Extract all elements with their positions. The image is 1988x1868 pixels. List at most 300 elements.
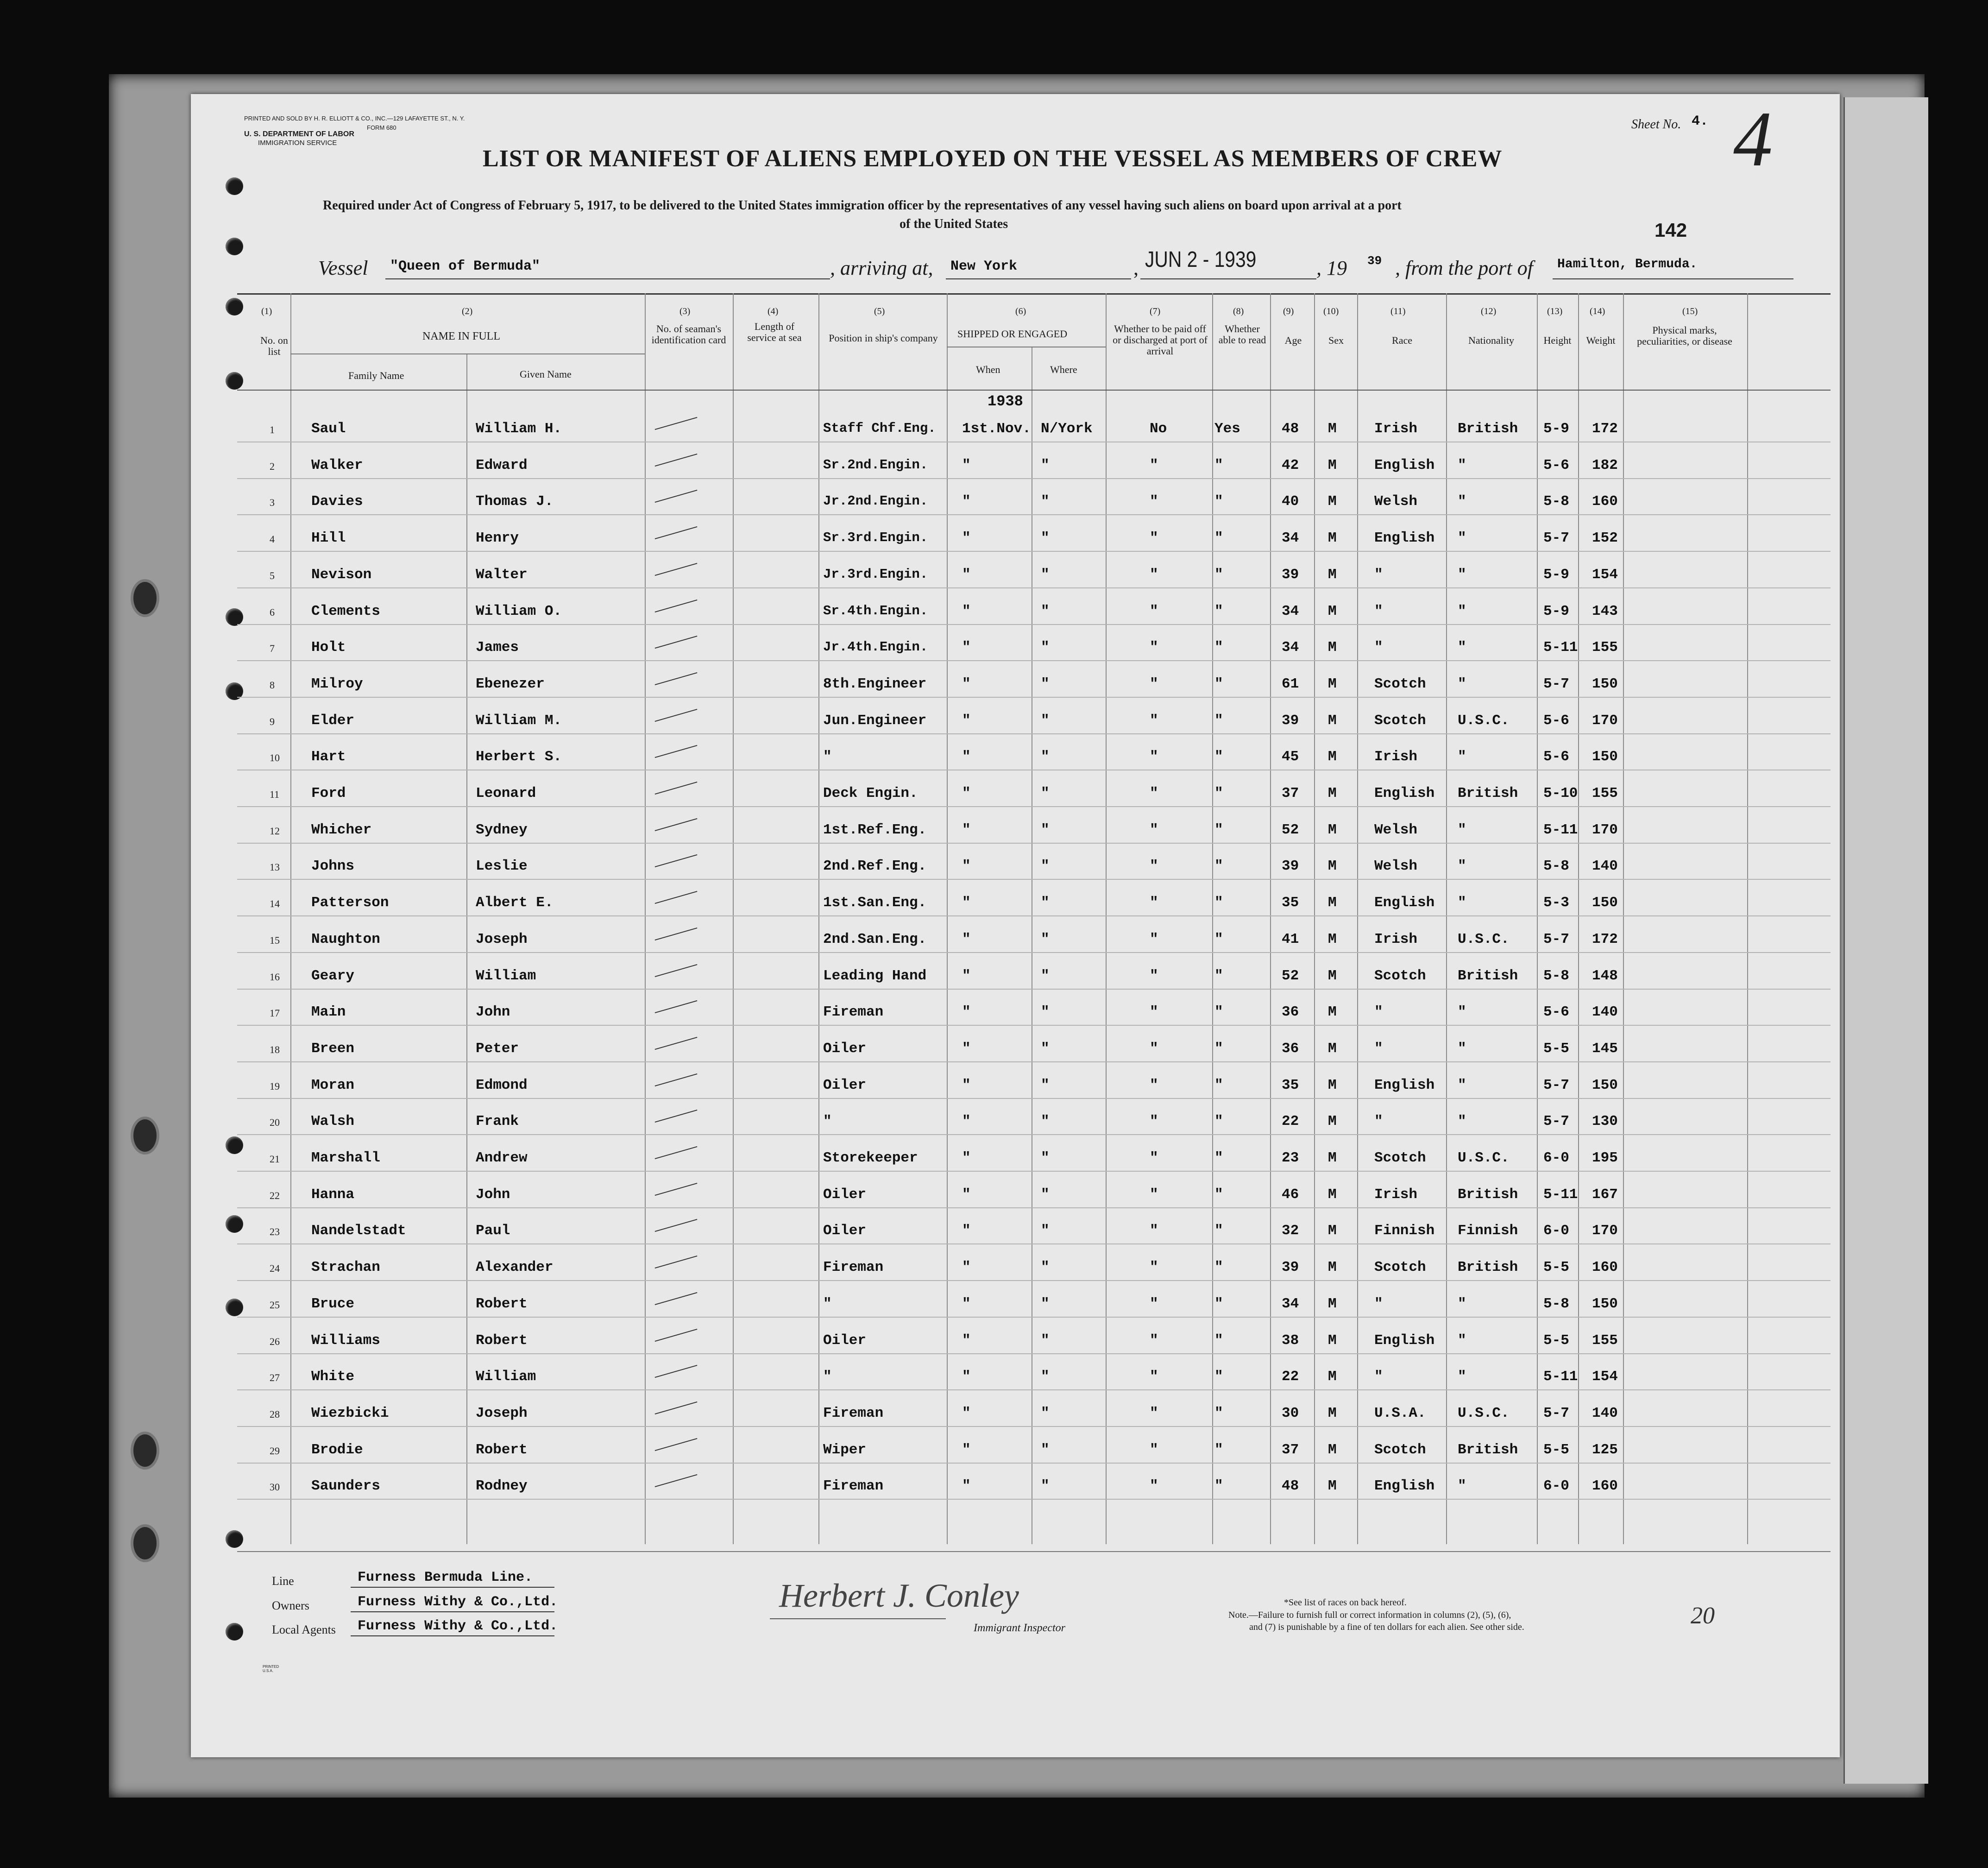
height-cell: 5-7 [1543,530,1569,547]
paid-off-cell: " [1150,493,1158,510]
agents-underline [351,1635,554,1636]
position-cell: " [823,749,832,765]
weight-cell: 170 [1592,712,1618,729]
owners-label: Owners [272,1599,309,1612]
shipped-where-cell: " [1041,639,1050,656]
shipped-where-cell: " [1041,785,1050,801]
col-divider [1578,293,1579,1544]
col7-label: Whether to be paid off or discharged at port of arrival [1113,323,1208,357]
able-to-read-cell: " [1214,1405,1223,1421]
race-cell: " [1374,1295,1383,1312]
sex-cell: M [1328,1369,1337,1385]
family-name-cell: Main [311,1004,346,1021]
weight-cell: 154 [1592,1369,1618,1385]
family-name-cell: Hill [311,530,346,547]
col13-label: Height [1543,334,1572,346]
punch-hole [226,298,243,316]
sex-cell: M [1328,1405,1337,1421]
position-cell: Oiler [823,1077,867,1093]
paid-off-cell: " [1150,1405,1158,1421]
row-number: 2 [270,460,275,472]
position-cell: Wiper [823,1441,867,1458]
weight-cell: 148 [1592,967,1618,984]
given-name-cell: Joseph [476,931,528,947]
shipped-when-cell: " [962,493,971,510]
sex-cell: M [1328,1186,1337,1203]
height-cell: 5-7 [1543,1077,1569,1093]
shipped-when-cell: " [962,1441,971,1458]
row-rule [237,952,1831,953]
col2-given: Given Name [520,368,572,380]
able-to-read-cell: " [1214,1004,1223,1021]
shipped-when-cell: " [962,1259,971,1276]
height-cell: 5-5 [1543,1332,1569,1349]
family-name-cell: Patterson [311,895,389,911]
nationality-cell: U.S.C. [1458,1150,1510,1166]
id-card-tick [655,1438,698,1451]
printer-line: PRINTED AND SOLD BY H. R. ELLIOTT & CO., INC.—129 LAFAYETTE ST., N. Y. [244,115,465,122]
height-cell: 5-11 [1543,1369,1578,1385]
id-card-tick [655,1328,698,1341]
age-cell: 52 [1282,821,1299,838]
weight-cell: 140 [1592,858,1618,875]
age-cell: 30 [1282,1405,1299,1421]
paid-off-cell: No [1150,421,1167,437]
age-cell: 52 [1282,967,1299,984]
age-cell: 41 [1282,931,1299,947]
race-cell: Scotch [1374,712,1426,729]
paid-off-cell: " [1150,530,1158,547]
able-to-read-cell: " [1214,931,1223,947]
given-name-cell: Alexander [476,1259,554,1276]
row-number: 8 [270,679,275,691]
col-divider [290,293,291,1544]
position-cell: Oiler [823,1223,867,1239]
height-cell: 5-7 [1543,931,1569,947]
from-underline [1553,278,1793,279]
comma-sep: , [1133,257,1139,279]
col-divider [1537,293,1538,1544]
family-name-cell: Hanna [311,1186,355,1203]
id-card-tick [655,526,698,539]
subtitle-line2: of the United States [900,217,1008,231]
family-name-cell: Geary [311,967,355,984]
shipped-when-cell: " [962,530,971,547]
paid-off-cell: " [1150,1113,1158,1130]
weight-cell: 143 [1592,603,1618,619]
row-rule [237,514,1831,515]
sex-cell: M [1328,1004,1337,1021]
given-name-cell: Rodney [476,1478,528,1495]
paid-off-cell: " [1150,1295,1158,1312]
nationality-cell: " [1458,566,1466,583]
col-divider [1357,293,1358,1544]
weight-cell: 150 [1592,1295,1618,1312]
shipped-where-cell: " [1041,1295,1050,1312]
id-card-tick [655,745,698,758]
owners-underline [351,1611,554,1612]
weight-cell: 155 [1592,639,1618,656]
age-cell: 39 [1282,858,1299,875]
height-cell: 5-9 [1543,603,1569,619]
row-number: 16 [270,971,280,983]
sex-cell: M [1328,967,1337,984]
shipped-where-cell: " [1041,1077,1050,1093]
row-rule [237,1134,1831,1135]
family-name-cell: Nandelstadt [311,1223,406,1239]
height-cell: 5-8 [1543,1295,1569,1312]
shipped-where-cell: " [1041,712,1050,729]
nationality-cell: " [1458,1040,1466,1057]
age-cell: 34 [1282,639,1299,656]
row-rule [237,1098,1831,1099]
able-to-read-cell: Yes [1214,421,1240,437]
able-to-read-cell: " [1214,1150,1223,1166]
height-cell: 5-8 [1543,493,1569,510]
family-name-cell: White [311,1369,355,1385]
fine-note-2: and (7) is punishable by a fine of ten dollars for each alien. See other side. [1249,1622,1524,1632]
row-number: 14 [270,898,280,910]
shipped-where-cell: " [1041,1186,1050,1203]
subtitle-line1: Required under Act of Congress of February 5, 1917, to be delivered to the United States immigration officer by the representatives of any vessel having such aliens on board upon arrival at a port [323,198,1402,213]
shipped-where-cell: " [1041,858,1050,875]
weight-cell: 195 [1592,1150,1618,1166]
weight-cell: 160 [1592,493,1618,510]
position-cell: Jr.3rd.Engin. [823,566,928,582]
col-divider [947,293,948,1544]
weight-cell: 160 [1592,1478,1618,1495]
race-cell: " [1374,1113,1383,1130]
family-name-cell: Moran [311,1077,355,1093]
race-cell: English [1374,1332,1435,1349]
shipped-where-cell: " [1041,1223,1050,1239]
fine-note-1: Note.—Failure to furnish full or correct information in columns (2), (5), (6), [1228,1610,1511,1620]
form-number: FORM 680 [367,124,396,131]
shipped-when-cell: " [962,967,971,984]
age-cell: 39 [1282,712,1299,729]
shipped-when-cell: " [962,1295,971,1312]
position-cell: Fireman [823,1478,884,1495]
position-cell: Jr.4th.Engin. [823,639,928,655]
family-name-cell: Johns [311,858,355,875]
able-to-read-cell: " [1214,1186,1223,1203]
shipped-when-cell: " [962,1004,971,1021]
shipped-when-cell: " [962,749,971,765]
header-bottom [237,390,1831,391]
able-to-read-cell: " [1214,821,1223,838]
nationality-cell: " [1458,1478,1466,1495]
paid-off-cell: " [1150,967,1158,984]
row-rule [237,1499,1831,1500]
given-name-cell: Robert [476,1295,528,1312]
col6-where: Where [1050,364,1077,375]
family-name-cell: Saul [311,421,346,437]
sex-cell: M [1328,457,1337,473]
punch-hole [226,1299,243,1316]
shipped-where-cell: " [1041,821,1050,838]
race-cell: " [1374,1040,1383,1057]
row-number: 13 [270,861,280,873]
paid-off-cell: " [1150,1223,1158,1239]
row-number: 18 [270,1043,280,1055]
weight-cell: 172 [1592,421,1618,437]
shipped-where-cell: " [1041,675,1050,692]
id-card-tick [655,709,698,722]
shipped-where-cell: " [1041,1405,1050,1421]
height-cell: 5-5 [1543,1040,1569,1057]
sex-cell: M [1328,675,1337,692]
row-number: 1 [270,424,275,435]
paid-off-cell: " [1150,457,1158,473]
race-cell: Finnish [1374,1223,1435,1239]
binder-ring [131,1117,159,1155]
given-name-cell: Henry [476,530,519,547]
col3-label: No. of seaman's identification card [651,323,726,346]
family-name-cell: Bruce [311,1295,355,1312]
able-to-read-cell: " [1214,675,1223,692]
family-name-cell: Brodie [311,1441,363,1458]
col5-label: Position in ship's company [829,332,938,344]
given-name-cell: Frank [476,1113,519,1130]
race-cell: Scotch [1374,675,1426,692]
line-label: Line [272,1574,294,1588]
given-name-cell: Herbert S. [476,749,562,765]
shipped-where-cell: " [1041,566,1050,583]
shipped-when-cell: " [962,895,971,911]
weight-cell: 172 [1592,931,1618,947]
vessel-underline [385,278,830,279]
race-cell: Irish [1374,1186,1418,1203]
shipped-when-cell: 1st.Nov. [962,421,1031,437]
id-card-tick [655,782,698,795]
shipped-when-cell: " [962,712,971,729]
given-name-cell: Thomas J. [476,493,554,510]
shipped-when-cell: " [962,1150,971,1166]
row-rule [237,551,1831,552]
height-cell: 6-0 [1543,1478,1569,1495]
id-card-tick [655,1073,698,1086]
weight-cell: 154 [1592,566,1618,583]
age-cell: 48 [1282,421,1299,437]
nationality-cell: U.S.C. [1458,1405,1510,1421]
family-name-cell: Nevison [311,566,372,583]
col-divider [1623,293,1624,1544]
race-cell: Irish [1374,749,1418,765]
position-cell: Oiler [823,1186,867,1203]
row-number: 26 [270,1335,280,1347]
binder-edge [1843,97,1928,1784]
nationality-cell: British [1458,785,1518,801]
nationality-cell: " [1458,603,1466,619]
position-cell: Jr.2nd.Engin. [823,493,928,509]
family-name-cell: Walsh [311,1113,355,1130]
given-name-cell: Edward [476,457,528,473]
col1-num: (1) [261,306,272,316]
race-cell: Welsh [1374,493,1418,510]
shipped-when-cell: " [962,1186,971,1203]
height-cell: 5-9 [1543,566,1569,583]
race-cell: English [1374,785,1435,801]
shipped-where-cell: " [1041,1332,1050,1349]
col4-num: (4) [768,306,779,316]
weight-cell: 130 [1592,1113,1618,1130]
shipped-where-cell: " [1041,1113,1050,1130]
race-cell: Scotch [1374,1259,1426,1276]
shipped-when-cell: " [962,675,971,692]
paid-off-cell: " [1150,1040,1158,1057]
able-to-read-cell: " [1214,1077,1223,1093]
height-cell: 5-7 [1543,675,1569,692]
family-name-cell: Saunders [311,1478,380,1495]
col-divider [1314,293,1315,1544]
nationality-cell: " [1458,858,1466,875]
shipped-where-cell: " [1041,457,1050,473]
year-value: 39 [1367,254,1382,268]
able-to-read-cell: " [1214,785,1223,801]
nationality-cell: U.S.C. [1458,712,1510,729]
height-cell: 5-6 [1543,457,1569,473]
family-name-cell: Milroy [311,675,363,692]
weight-cell: 150 [1592,749,1618,765]
paid-off-cell: " [1150,895,1158,911]
shipped-when-cell: " [962,1113,971,1130]
weight-cell: 125 [1592,1441,1618,1458]
position-cell: Fireman [823,1259,884,1276]
year-prefix: , 19 [1316,257,1347,279]
race-cell: English [1374,895,1435,911]
given-name-cell: Sydney [476,821,528,838]
row-rule [237,1243,1831,1244]
row-rule [237,1061,1831,1062]
given-name-cell: John [476,1004,510,1021]
row-rule [237,733,1831,734]
row-number: 19 [270,1080,280,1092]
id-card-tick [655,672,698,685]
able-to-read-cell: " [1214,493,1223,510]
position-cell: 8th.Engineer [823,675,927,692]
row-number: 15 [270,934,280,946]
able-to-read-cell: " [1214,530,1223,547]
weight-cell: 145 [1592,1040,1618,1057]
line-value: Furness Bermuda Line. [358,1570,533,1585]
col6-label: SHIPPED OR ENGAGED [957,328,1068,340]
height-cell: 5-11 [1543,1186,1578,1203]
row-rule [237,806,1831,807]
id-card-tick [655,454,698,467]
col7-num: (7) [1150,306,1161,316]
paid-off-cell: " [1150,675,1158,692]
vessel-name: "Queen of Bermuda" [390,259,541,274]
sex-cell: M [1328,712,1337,729]
age-cell: 34 [1282,603,1299,619]
shipped-when-cell: " [962,457,971,473]
row-rule [237,879,1831,880]
paid-off-cell: " [1150,639,1158,656]
row-rule [237,1317,1831,1318]
given-name-cell: Robert [476,1441,528,1458]
shipped-when-cell: " [962,931,971,947]
given-name-cell: James [476,639,519,656]
weight-cell: 170 [1592,1223,1618,1239]
weight-cell: 167 [1592,1186,1618,1203]
sheet-label: Sheet No. [1631,117,1681,132]
row-rule [237,1463,1831,1464]
row-rule [237,660,1831,661]
shipped-where-cell: " [1041,1040,1050,1057]
col11-label: Race [1392,334,1412,346]
nationality-cell: " [1458,1004,1466,1021]
signature-line [770,1618,946,1619]
col-divider [1106,293,1107,1544]
printed-mark: PRINTED U.S.A. [263,1665,279,1673]
punch-hole [226,372,243,390]
row-number: 12 [270,825,280,837]
shipped-where-cell: " [1041,895,1050,911]
position-cell: Fireman [823,1405,884,1421]
height-cell: 5-3 [1543,895,1569,911]
col10-label: Sex [1328,334,1344,346]
arriving-port: New York [950,259,1018,274]
race-cell: English [1374,1478,1435,1495]
race-cell: " [1374,1369,1383,1385]
col10-num: (10) [1323,306,1339,316]
shipped-where-cell: " [1041,967,1050,984]
weight-cell: 155 [1592,1332,1618,1349]
race-cell: Welsh [1374,858,1418,875]
page-title: LIST OR MANIFEST OF ALIENS EMPLOYED ON THE VESSEL AS MEMBERS OF CREW [483,145,1503,172]
race-cell: Scotch [1374,1150,1426,1166]
row-number: 4 [270,533,275,545]
shipped-where-cell: " [1041,1369,1050,1385]
height-cell: 5-11 [1543,821,1578,838]
punch-hole [226,1623,243,1641]
shipped-where-cell: " [1041,1259,1050,1276]
id-card-tick [655,1292,698,1305]
able-to-read-cell: " [1214,967,1223,984]
given-name-cell: Andrew [476,1150,528,1166]
col11-num: (11) [1390,306,1406,316]
nationality-cell: " [1458,675,1466,692]
race-cell: English [1374,530,1435,547]
able-to-read-cell: " [1214,858,1223,875]
sex-cell: M [1328,1223,1337,1239]
race-cell: Welsh [1374,821,1418,838]
nationality-cell: " [1458,457,1466,473]
col15-label: Physical marks, peculiarities, or disease [1637,324,1732,347]
sex-cell: M [1328,1040,1337,1057]
punch-hole [226,238,243,255]
paid-off-cell: " [1150,1186,1158,1203]
paid-off-cell: " [1150,1332,1158,1349]
height-cell: 5-8 [1543,858,1569,875]
id-card-tick [655,599,698,612]
id-card-tick [655,1110,698,1123]
weight-cell: 155 [1592,785,1618,801]
nationality-cell: British [1458,1259,1518,1276]
id-card-tick [655,891,698,904]
age-cell: 23 [1282,1150,1299,1166]
row-rule [237,587,1831,588]
given-name-cell: Robert [476,1332,528,1349]
family-name-cell: Elder [311,712,355,729]
id-card-tick [655,1183,698,1196]
row-number: 25 [270,1299,280,1311]
id-card-tick [655,928,698,940]
position-cell: " [823,1113,832,1130]
col-divider [733,293,734,1544]
row-rule [237,1389,1831,1390]
sex-cell: M [1328,566,1337,583]
